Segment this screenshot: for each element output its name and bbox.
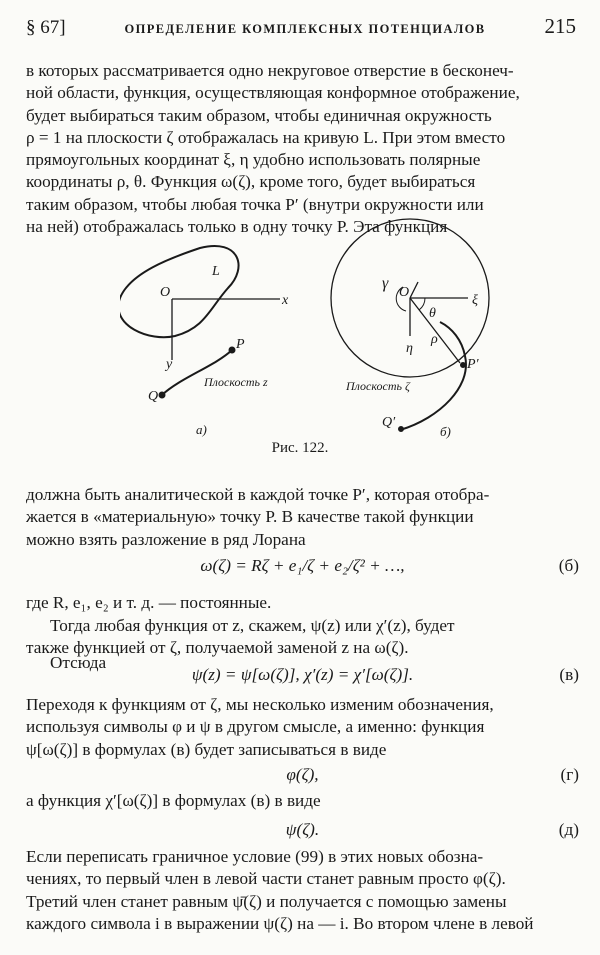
text-line: жается в «материальную» точку P. В качестве такой функции	[26, 507, 474, 527]
label-O-left: O	[160, 285, 171, 300]
paragraph-intro	[26, 60, 579, 238]
label-x: x	[282, 293, 289, 308]
text-line: чениях, то первый член в левой части станет равным просто φ(ζ).	[26, 869, 506, 889]
equation-tag: (г)	[560, 765, 579, 784]
label-Q: Q	[148, 389, 159, 404]
text-line: ρ = 1 на плоскости ζ отображалась на кривую L. При этом вместо	[26, 127, 506, 147]
text-line: каждого символа i в выражении ψ(ζ) на — i. Во втором члене в левой	[26, 913, 534, 933]
equation-tag: (б)	[558, 556, 579, 575]
text-line: прямоугольных координат ξ, η удобно использовать полярные	[26, 150, 481, 170]
text-line: а функция χ′[ω(ζ)] в формулах (в) в виде	[26, 791, 321, 810]
text-line: Если переписать граничное условие (99) в этих новых обозна-	[26, 847, 484, 866]
equation-tag: (д)	[558, 820, 579, 839]
label-L: L	[212, 264, 220, 279]
text-line: где R, e₁, e₂ и т. д. — постоянные.	[26, 593, 272, 612]
text-line: можно взять разложение в ряд Лорана	[26, 529, 306, 549]
point-Q1	[399, 427, 404, 432]
point-Q	[160, 393, 165, 398]
label-y: y	[166, 357, 173, 372]
figure-right-zeta-plane	[331, 219, 489, 432]
label-P1: P′	[467, 357, 479, 372]
label-xi: ξ	[472, 293, 478, 308]
label-sub-a: а)	[196, 422, 207, 437]
unit-radius	[410, 282, 418, 298]
label-rho: ρ	[431, 332, 438, 347]
figure-122	[120, 218, 520, 450]
paragraph-laurent	[26, 484, 579, 551]
text-line: Переходя к функциям от ζ, мы несколько изменим обозначения,	[26, 695, 494, 714]
theta-arc	[419, 298, 425, 310]
equation-body: ψ(ζ).	[285, 820, 320, 839]
section-number: § 67]	[26, 17, 66, 38]
equation-d	[26, 820, 579, 848]
label-O-right: O	[399, 285, 410, 300]
equation-g	[26, 765, 579, 793]
figure-caption: Рис. 122.	[271, 440, 329, 456]
label-plane-zeta: Плоскость ζ	[346, 379, 410, 393]
text-line: также функцией от ζ, получаемой заменой z на ω(ζ).	[26, 638, 409, 658]
text-line: координаты ρ, θ. Функция ω(ζ), кроме того, будет выбираться	[26, 172, 476, 192]
paragraph-afunc	[26, 790, 579, 812]
text-line: должна быть аналитической в каждой точке P′, которая отобра-	[26, 485, 490, 504]
text-line: в которых рассматривается одно некруговое отверстие в бесконеч-	[26, 61, 514, 80]
text-line: Третий член станет равным ψ̄(ζ) и получается с помощью замены	[26, 891, 507, 911]
page-number: 215	[544, 14, 576, 38]
running-header	[26, 14, 576, 44]
label-theta: θ	[429, 306, 436, 321]
point-P	[230, 348, 235, 353]
text-line: ной области, функция, осуществляющая конформное отображение,	[26, 83, 520, 103]
curve-L	[120, 246, 239, 337]
text-line: ψ[ω(ζ)] в формулах (в) будет записываться в виде	[26, 739, 387, 759]
paragraph-boundary	[26, 846, 579, 935]
text-line: Отсюда	[50, 653, 107, 672]
equation-v	[26, 665, 579, 693]
label-P: P	[236, 337, 245, 352]
equation-body: ψ(z) = ψ[ω(ζ)], χ′(z) = χ′[ω(ζ)].	[191, 665, 414, 684]
paragraph-where	[26, 592, 579, 614]
equation-body: φ(ζ),	[286, 765, 319, 784]
text-line: на ней) отображалась только в одну точку P. Эта функция	[26, 217, 448, 237]
equation-tag: (в)	[559, 665, 579, 684]
text-line: таким образом, чтобы любая точка P′ (внутри окружности или	[26, 194, 484, 214]
label-sub-b: б)	[440, 424, 451, 439]
label-gamma: γ	[382, 275, 389, 292]
running-title: ОПРЕДЕЛЕНИЕ КОМПЛЕКСНЫХ ПОТЕНЦИАЛОВ	[124, 22, 486, 36]
text-line: Тогда любая функция от z, скажем, ψ(z) или χ′(z), будет	[50, 616, 455, 635]
label-plane-z: Плоскость z	[204, 375, 268, 389]
equation-body: ω(ζ) = Rζ + e₁/ζ + e₂/ζ² + …,	[200, 556, 405, 575]
point-P1	[461, 363, 466, 368]
text-line: используя символы φ и ψ в другом смысле, а именно: функция	[26, 717, 485, 737]
equation-b	[26, 556, 579, 584]
text-line: будет выбираться таким образом, чтобы единичная окружность	[26, 105, 492, 125]
paragraph-notation	[26, 694, 579, 761]
label-eta: η	[406, 341, 413, 356]
label-Q1: Q′	[382, 415, 396, 430]
